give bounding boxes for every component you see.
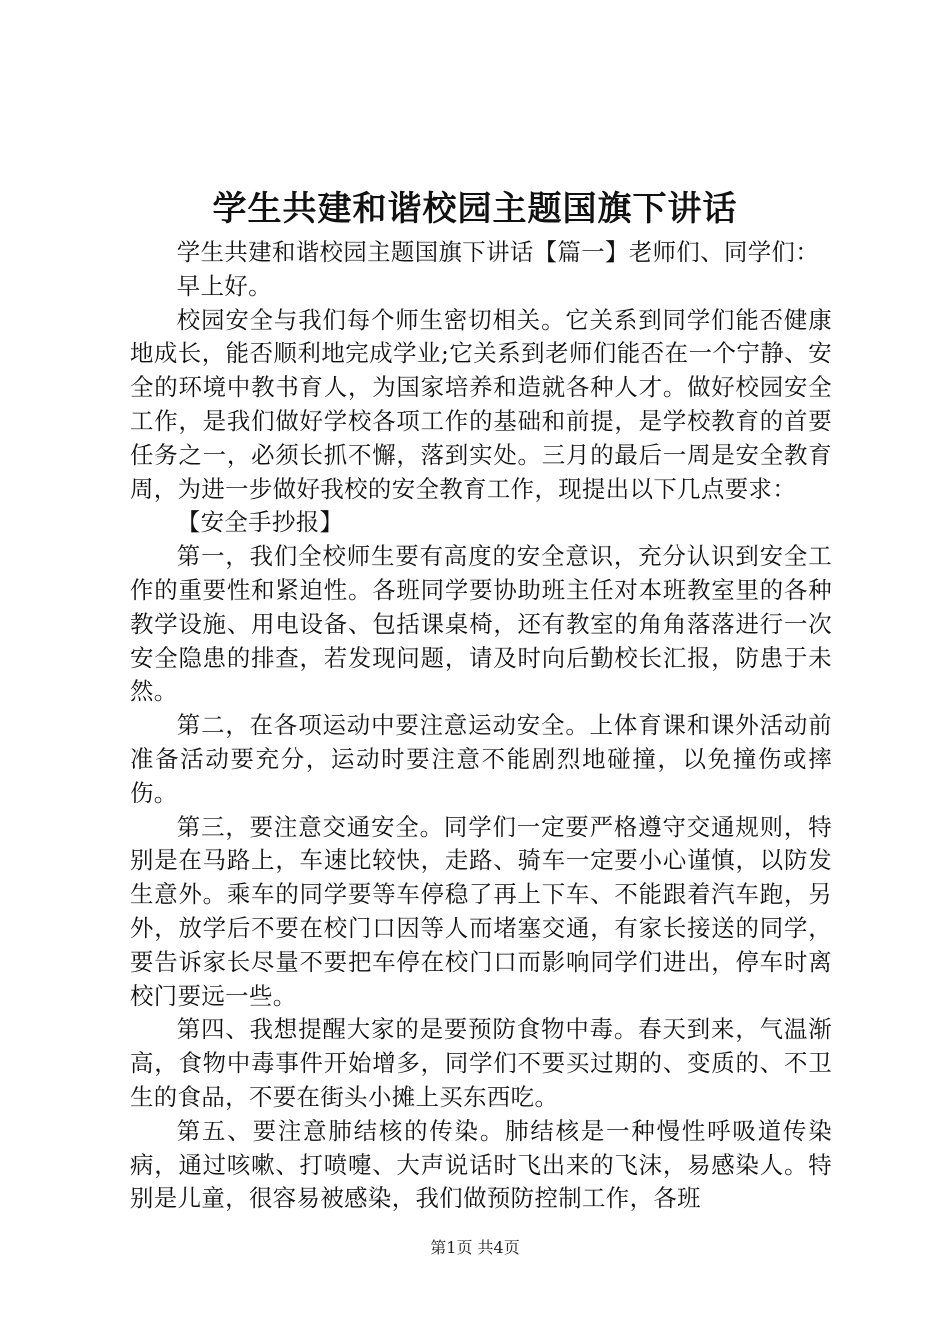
paragraph-safety-intro: 校园安全与我们每个师生密切相关。它关系到同学们能否健康地成长，能否顺利地完成学业;它关系到老师们能否在一个宁静、安全的环境中教书育人，为国家培养和造就各种人才。做好校园安全工作，是我们做好学校各项工作的基础和前提，是学校教育的首要任务之一，必须长抓不懈，落到实处。三月的最后一周是安全教育周，为进一步做好我校的安全教育工作，现提出以下几点要求： <box>130 305 832 503</box>
document-body <box>130 236 832 1216</box>
paragraph-point-two: 第二，在各项运动中要注意运动安全。上体育课和课外活动前准备活动要充分，运动时要注意不能剧烈地碰撞，以免撞伤或摔伤。 <box>130 711 832 807</box>
paragraph-point-five: 第五、要注意肺结核的传染。肺结核是一种慢性呼吸道传染病，通过咳嗽、打喷嚏、大声说话时飞出来的飞沫，易感染人。特别是儿童，很容易被感染，我们做预防控制工作，各班 <box>130 1116 832 1213</box>
page-number-footer: 第1页 共4页 <box>430 1238 520 1257</box>
paragraph-greeting: 早上好。 <box>176 271 272 300</box>
document-title: 学生共建和谐校园主题国旗下讲话 <box>212 189 738 229</box>
paragraph-section-heading: 【安全手抄报】 <box>176 508 344 537</box>
paragraph-point-one: 第一，我们全校师生要有高度的安全意识，充分认识到安全工作的重要性和紧迫性。各班同学要协助班主任对本班教室里的各种教学设施、用电设备、包括课桌椅，还有教室的角角落落进行一次安全隐患的排查，若发现问题，请及时向后勤校长汇报，防患于未然。 <box>130 542 832 706</box>
paragraph-point-four: 第四、我想提醒大家的是要预防食物中毒。春天到来，气温渐高，食物中毒事件开始增多，同学们不要买过期的、变质的、不卫生的食品，不要在街头小摊上买东西吃。 <box>130 1015 832 1111</box>
paragraph-point-three: 第三，要注意交通安全。同学们一定要严格遵守交通规则，特别是在马路上，车速比较快，走路、骑车一定要小心谨慎，以防发生意外。乘车的同学要等车停稳了再上下车、不能跟着汽车跑，另外，放学后不要在校门口因等人而堵塞交通，有家长接送的同学，要告诉家长尽量不要把车停在校门口而影响同学们进出，停车时离校门要远一些。 <box>130 812 832 1010</box>
paragraph-opening: 学生共建和谐校园主题国旗下讲话【篇一】老师们、同学们： <box>176 238 820 266</box>
